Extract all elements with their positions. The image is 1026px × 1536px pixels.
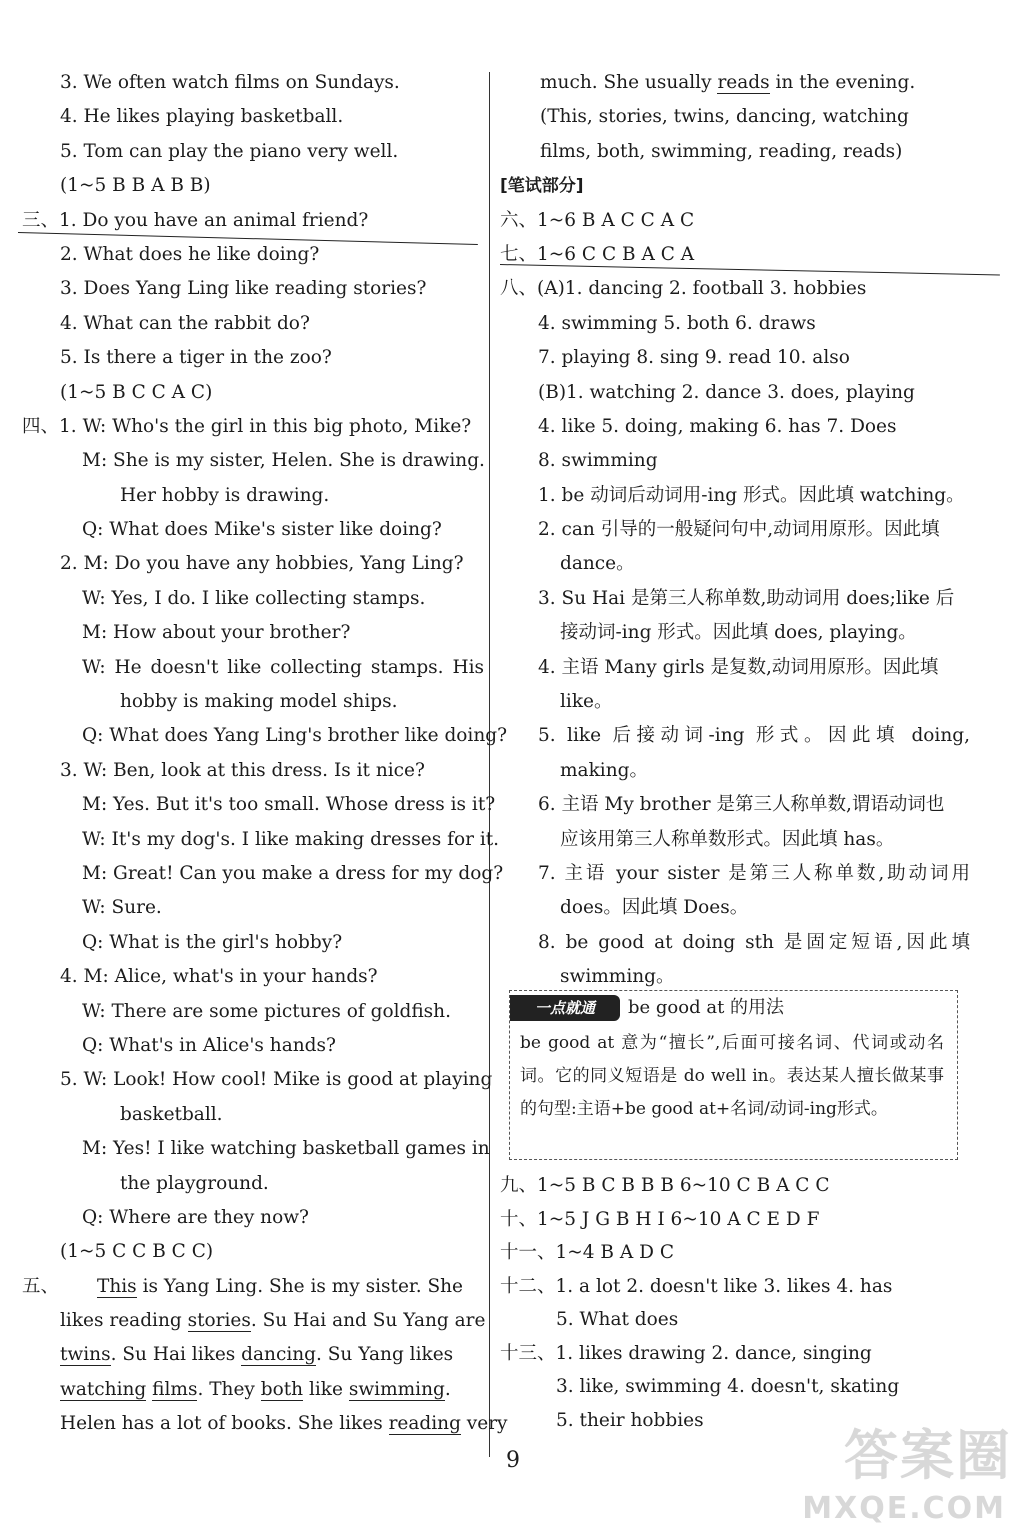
dialogue-question: Q: What does Mike's sister like doing? [82,519,442,541]
explanation-line: making。 [560,759,648,781]
section-6-answers: 六、1~6 B A C C A C [500,209,695,231]
passage-line: twins. Su Hai likes dancing. Su Yang likes [60,1344,454,1366]
word-bank: (This, stories, twins, dancing, watching [540,106,909,128]
fill-blank: This [97,1275,137,1297]
tip-body: be good at 意为“擅长”,后面可接名词、代词或动名词。它的同义短语是 do well in。表达某人擅长做某事的句型:主语+be good at+名词/动词-ing形式。 [520,1033,944,1119]
explanation-line: 5. like 后接动词-ing 形式。因此填 doing, [538,725,970,747]
dialogue-line: W: Yes, I do. I like collecting stamps. [82,587,426,609]
watermark-logo: 答案圈 [844,1424,1012,1487]
section-label: 三、 [22,209,60,231]
fill-blank: swimming [348,1378,445,1400]
fill-blank: dancing [241,1344,316,1366]
fill-blank: watching [60,1378,147,1400]
dialogue-line: W: There are some pictures of goldfish. [82,1000,451,1022]
explanation-line: 应该用第三人称单数形式。因此填 has。 [560,828,895,850]
fill-blank: twins [60,1344,111,1366]
dialogue-line: W: It's my dog's. I like making dresses for it. [82,828,500,850]
dialogue-line: Her hobby is drawing. [120,484,330,506]
dialogue-line: W: Sure. [82,897,162,919]
explanation-line: 2. can 引导的一般疑问句中,动词用原形。因此填 [538,519,940,541]
watermark-url: MXQE.COM [802,1491,1006,1526]
written-part-heading: [笔试部分] [500,176,584,197]
section-8-a-line: 八、(A)1. dancing 2. football 3. hobbies [500,278,867,300]
answer-key: (1~5 B C C A C) [60,381,213,403]
dialogue-line: the playground. [120,1172,269,1194]
explanation-line: swimming。 [560,966,675,988]
answer-line: 4. He likes playing basketball. [60,106,344,128]
tip-box [509,990,958,1160]
section-12-line: 十二、1. a lot 2. doesn't like 3. likes 4. has [500,1275,893,1297]
section-3-q4: 4. What can the rabbit do? [60,312,310,334]
explanation-line: dance。 [560,553,635,575]
answer-key: (1~5 B B A B B) [60,175,211,197]
passage-line: Helen has a lot of books. She likes reading very [60,1413,508,1435]
section-3-q5: 5. Is there a tiger in the zoo? [60,347,332,369]
tip-title: be good at 的用法 [628,997,785,1018]
explanation-line: 接动词-ing 形式。因此填 does, playing。 [560,622,917,644]
section-7-answers: 七、1~6 C C B A C A [500,243,695,265]
passage-line: 五、 This is Yang Ling. She is my sister. She [22,1275,464,1297]
tip-tag: 一点就通 [510,995,620,1021]
section-10-answers: 十、1~5 J G B H I 6~10 A C E D F [500,1208,820,1230]
answer-line: 3. like, swimming 4. doesn't, skating [556,1376,900,1397]
section-label: 五、 [22,1275,60,1297]
passage-line: much. She usually reads in the evening. [540,72,916,93]
left-column [22,66,508,1442]
section-3-q1: 三、1. Do you have an animal friend? [22,209,369,231]
dialogue-question: Q: What does Yang Ling's brother like doing? [82,725,508,747]
answer-line: 4. swimming 5. both 6. draws [538,312,816,334]
explanation-line: 4. 主语 Many girls 是复数,动词用原形。因此填 [538,656,939,678]
dialogue-3-line: 3. W: Ben, look at this dress. Is it nice? [60,759,425,781]
explanation-line: 3. Su Hai 是第三人称单数,助动词用 does;like 后 [538,587,955,609]
passage-line: watching films. They both like swimming. [60,1378,451,1400]
explanation-line: 1. be 动词后动词用-ing 形式。因此填 watching。 [538,484,965,506]
page-number: 9 [506,1448,520,1473]
section-label: 八、 [500,278,538,300]
answer-line: 8. swimming [538,450,658,472]
section-label: 十三、 [500,1342,556,1364]
section-label: 十二、 [500,1275,556,1297]
right-column [500,66,970,995]
section-11-answers: 十一、1~4 B A D C [500,1242,675,1263]
dialogue-line: W: He doesn't like collecting stamps. His [82,656,484,678]
answer-line: 5. Tom can play the piano very well. [60,140,399,162]
section-3-q3: 3. Does Yang Ling like reading stories? [60,278,427,300]
fill-blank: stories [187,1310,251,1332]
answer-line: 4. like 5. doing, making 6. has 7. Does [538,415,897,437]
explanation-line: 7. 主语 your sister 是第三人称单数,助动词用 [538,862,970,884]
answer-line: 5. their hobbies [556,1409,704,1431]
fill-blank: both [260,1378,304,1400]
right-column-bottom [500,1169,970,1437]
answer-key: (1~5 C C B C C) [60,1241,214,1263]
word-bank: films, both, swimming, reading, reads) [540,140,903,162]
dialogue-line: basketball. [120,1103,223,1125]
dialogue-1-line: 四、1. W: Who's the girl in this big photo, Mike? [22,415,472,437]
dialogue-line: hobby is making model ships. [120,691,398,713]
explanation-line: like。 [560,691,613,713]
dialogue-line: M: Great! Can you make a dress for my dog? [82,862,504,884]
column-divider [489,72,490,1457]
section-13-line: 十三、1. likes drawing 2. dance, singing [500,1342,872,1364]
answer-line: 5. What does [556,1309,679,1330]
explanation-line: 8. be good at doing sth 是固定短语,因此填 [538,931,970,953]
section-9-answers: 九、1~5 B C B B B 6~10 C B A C C [500,1175,830,1196]
dialogue-line: M: How about your brother? [82,622,351,644]
answer-line: 3. We often watch films on Sundays. [60,72,400,93]
fill-blank: films [152,1378,198,1400]
explanation-line: does。因此填 Does。 [560,897,749,919]
dialogue-2-line: 2. M: Do you have any hobbies, Yang Ling? [60,553,464,575]
fill-blank: reads [717,72,770,93]
dialogue-question: Q: What is the girl's hobby? [82,931,343,953]
dialogue-5-line: 5. W: Look! How cool! Mike is good at playing [60,1069,493,1091]
dialogue-line: M: She is my sister, Helen. She is drawing. [82,450,485,472]
dialogue-4-line: 4. M: Alice, what's in your hands? [60,966,378,988]
passage-line: likes reading stories. Su Hai and Su Yang are [60,1310,486,1332]
explanation-line: 6. 主语 My brother 是第三人称单数,谓语动词也 [538,794,945,816]
dialogue-question: Q: What's in Alice's hands? [82,1034,336,1056]
answer-line: 7. playing 8. sing 9. read 10. also [538,347,850,369]
fill-blank: reading [388,1413,461,1435]
dialogue-line: M: Yes! I like watching basketball games in [82,1138,490,1160]
dialogue-line: M: Yes. But it's too small. Whose dress is it? [82,794,496,816]
section-3-q2: 2. What does he like doing? [60,243,320,265]
section-label: 四、 [22,415,60,437]
dialogue-question: Q: Where are they now? [82,1206,309,1228]
answer-line: (B)1. watching 2. dance 3. does, playing [538,381,915,403]
